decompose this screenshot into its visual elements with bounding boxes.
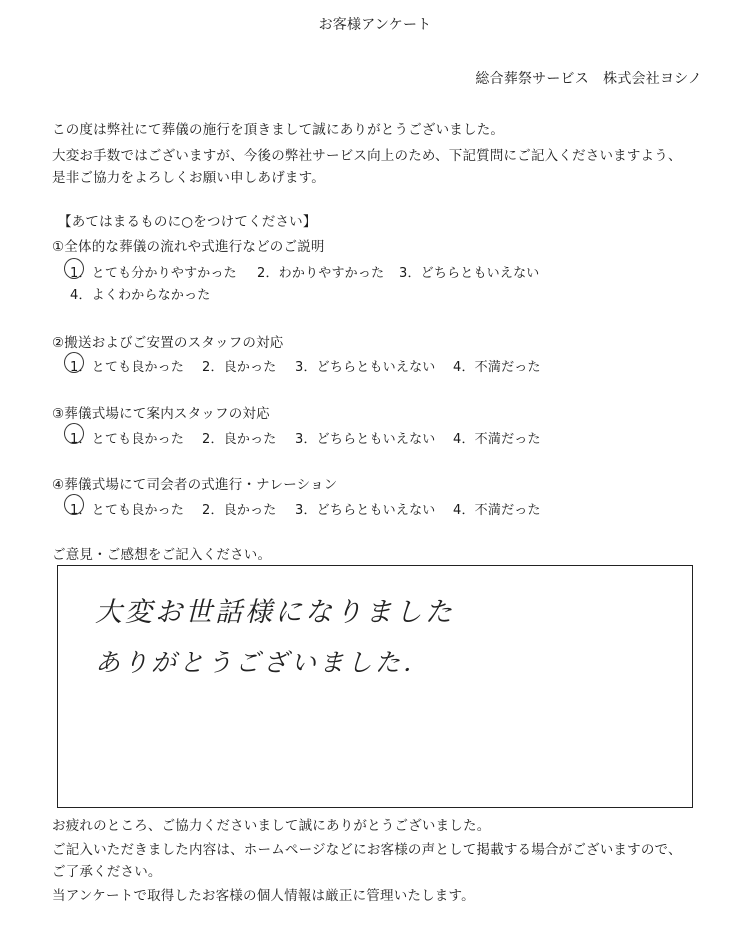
q1-option-3: 3．どちらともいえない [399,266,540,281]
intro-line-2: 大変お手数ではございますが、今後の弊社サービス向上のため、下記質問にご記入くださいますよう、 [52,148,682,164]
instruction: 【あてはまるものに○をつけてください】 [58,214,317,230]
q1-option-4: 4．よくわからなかった [70,288,211,303]
q3-option-4: 4．不満だった [453,432,541,447]
comment-label: ご意見・ご感想をご記入ください。 [52,547,272,563]
question-2-title: ②搬送およびご安置のスタッフの対応 [52,335,284,351]
handwritten-line-2: ありがとうございました． [95,648,432,677]
footer-line-1: お疲れのところ、ご協力くださいまして誠にありがとうございました。 [52,818,491,834]
q2-option-2: 2．良かった [202,360,277,375]
q3-option-3: 3．どちらともいえない [295,432,436,447]
company-name: 総合葬祭サービス 株式会社ヨシノ [475,71,702,87]
q4-option-2: 2．良かった [202,503,277,518]
q4-option-1: 1．とても良かった [70,503,185,518]
q2-option-3: 3．どちらともいえない [295,360,436,375]
footer-line-3: ご了承ください。 [52,864,162,880]
intro-line-3: 是非ご協力をよろしくお願い申しあげます。 [52,170,325,186]
q3-option-2: 2．良かった [202,432,277,447]
question-4-title: ④葬儀式場にて司会者の式進行・ナレーション [52,477,338,493]
handwritten-line-1: 大変お世話様になりました [95,597,455,628]
q4-option-3: 3．どちらともいえない [295,503,436,518]
q1-option-2: 2．わかりやすかった [257,266,385,281]
footer-line-4: 当アンケートで取得したお客様の個人情報は厳正に管理いたします。 [52,888,475,904]
q2-option-4: 4．不満だった [453,360,541,375]
q2-option-1: 1．とても良かった [70,360,185,375]
q3-option-1: 1．とても良かった [70,432,185,447]
footer-line-2: ご記入いただきました内容は、ホームページなどにお客様の声として掲載する場合がございますので、 [52,842,682,858]
question-3-title: ③葬儀式場にて案内スタッフの対応 [52,406,270,422]
q1-option-1: 1．とても分かりやすかった [70,266,237,281]
q4-option-4: 4．不満だった [453,503,541,518]
document-title: お客様アンケート [318,17,432,33]
intro-line-1: この度は弊社にて葬儀の施行を頂きまして誠にありがとうございました。 [52,122,505,138]
question-1-title: ①全体的な葬儀の流れや式進行などのご説明 [52,239,325,255]
